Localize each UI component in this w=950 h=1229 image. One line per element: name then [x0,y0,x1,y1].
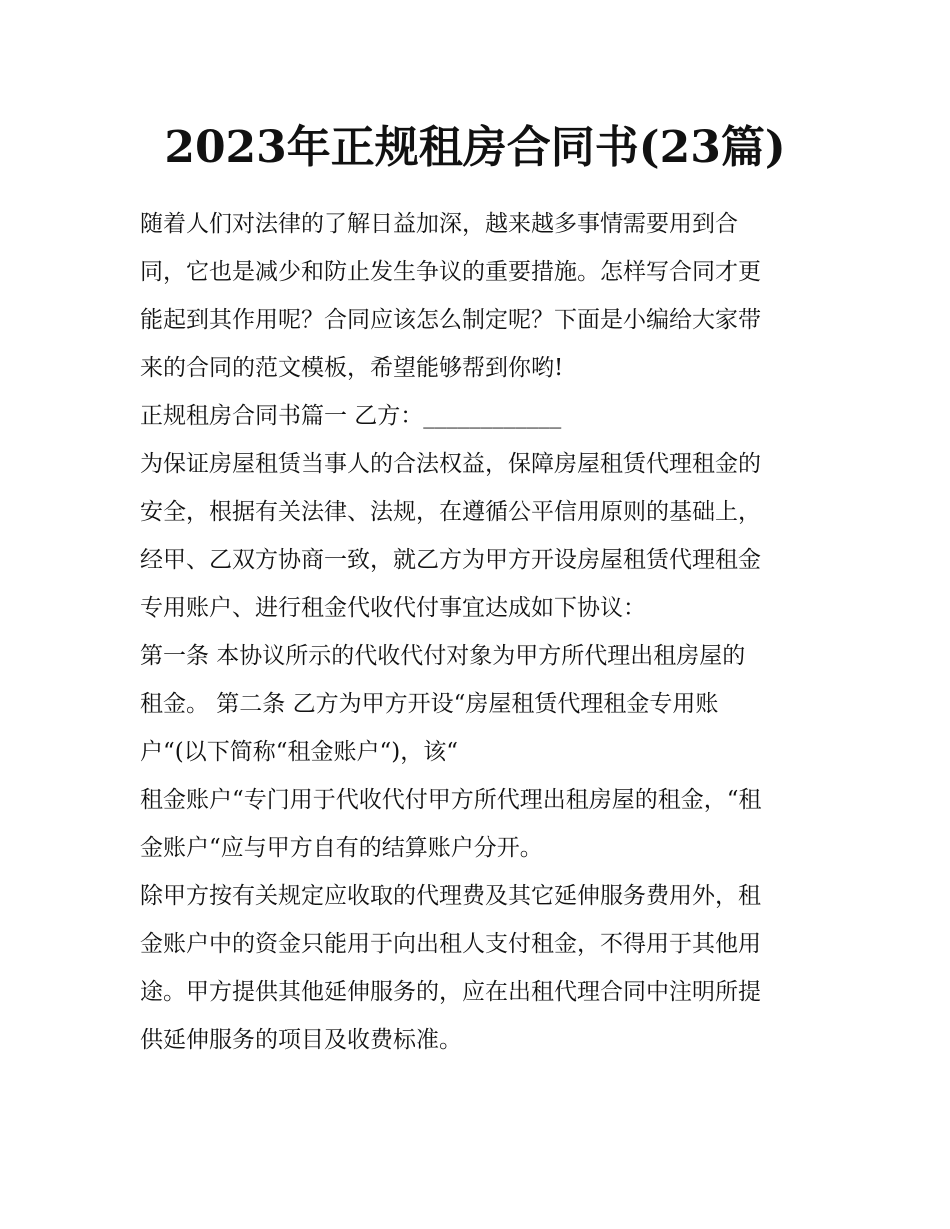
body-line: 来的合同的范文模板，希望能够帮到你哟! [140,355,564,381]
body-line: 途。甲方提供其他延伸服务的，应在出租代理合同中注明所提 [140,979,761,1005]
document-title: 2023年正规租房合同书(23篇) [164,122,786,173]
body-line: 租金。 第二条 乙方为甲方开设“房屋租赁代理租金专用账 [140,691,719,717]
section-heading: 正规租房合同书篇一 乙方：____________ [140,403,562,429]
body-line: 金账户“应与甲方自有的结算账户分开。 [140,835,543,861]
body-line: 为保证房屋租赁当事人的合法权益，保障房屋租赁代理租金的 [140,451,761,477]
body-line: 户“(以下简称“租金账户“)，该“ [140,739,458,765]
body-line: 租金账户“专门用于代收代付甲方所代理出租房屋的租金，“租 [140,787,762,813]
body-line: 专用账户、进行租金代收代付事宜达成如下协议： [140,595,646,621]
body-line: 随着人们对法律的了解日益加深，越来越多事情需要用到合 [140,211,738,237]
body-line: 供延伸服务的项目及收费标准。 [140,1027,462,1053]
body-line: 经甲、乙双方协商一致，就乙方为甲方开设房屋租赁代理租金 [140,547,761,573]
body-line: 安全，根据有关法律、法规，在遵循公平信用原则的基础上， [140,499,761,525]
body-line: 金账户中的资金只能用于向出租人支付租金，不得用于其他用 [140,931,761,957]
document-body [140,200,820,1064]
body-line: 同，它也是减少和防止发生争议的重要措施。怎样写合同才更 [140,259,761,285]
body-line: 能起到其作用呢？合同应该怎么制定呢？下面是小编给大家带 [140,307,761,333]
body-line: 除甲方按有关规定应收取的代理费及其它延伸服务费用外，租 [140,883,761,909]
body-line: 第一条 本协议所示的代收代付对象为甲方所代理出租房屋的 [140,643,746,669]
